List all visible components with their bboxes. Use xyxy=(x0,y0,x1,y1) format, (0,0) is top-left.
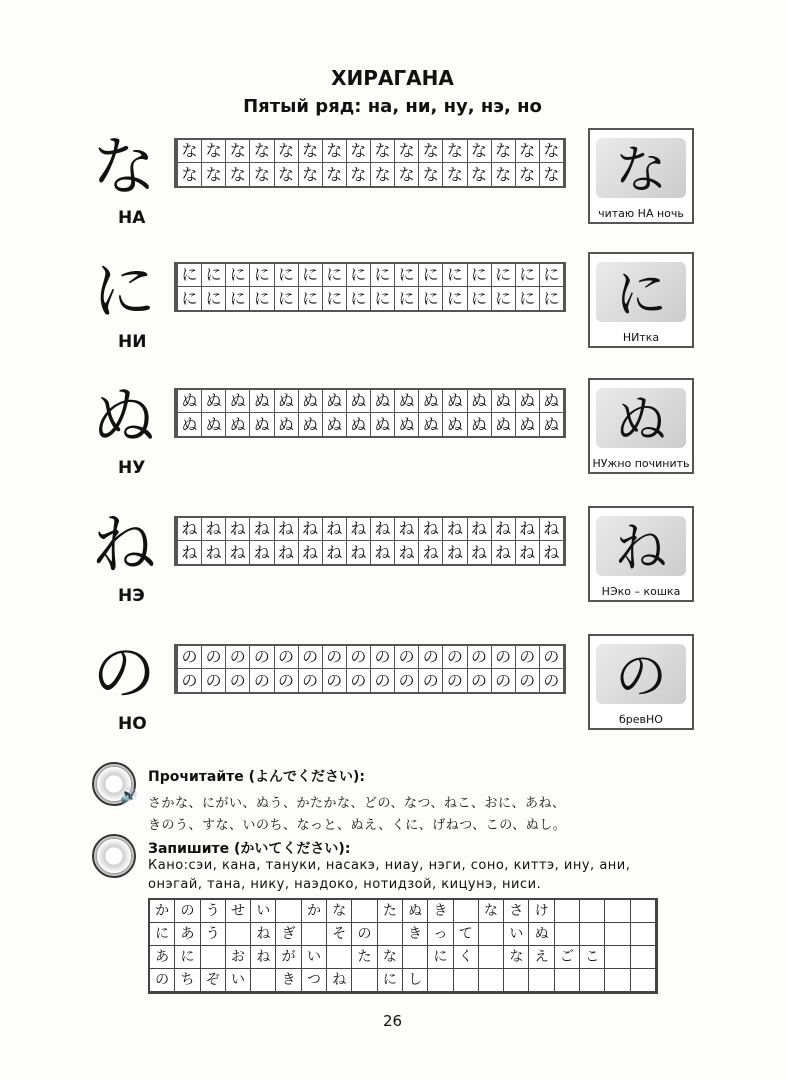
practice-cell: の xyxy=(492,669,516,692)
practice-cell: ぬ xyxy=(443,413,467,436)
answer-cell: な xyxy=(479,900,504,923)
practice-cell: ぬ xyxy=(226,413,250,436)
practice-cell: ね xyxy=(275,541,299,564)
answer-cell: ご xyxy=(555,946,580,969)
practice-cell: に xyxy=(443,287,467,310)
practice-cell: ぬ xyxy=(275,390,299,413)
answer-cell xyxy=(327,946,352,969)
practice-cell: な xyxy=(395,163,419,186)
picture-kana: に xyxy=(614,265,667,325)
practice-cell: な xyxy=(468,163,492,186)
picture-caption: НЭко – кошка xyxy=(601,585,681,598)
answer-cell xyxy=(580,900,605,923)
practice-cell: な xyxy=(516,163,540,186)
answer-cell xyxy=(605,923,630,946)
practice-cell: の xyxy=(299,669,323,692)
practice-cell: ぬ xyxy=(540,413,564,436)
practice-cell: の xyxy=(540,646,564,669)
answer-cell: か xyxy=(150,900,175,923)
practice-cell: ぬ xyxy=(178,413,202,436)
practice-cell: に xyxy=(299,264,323,287)
answer-cell xyxy=(631,900,656,923)
answer-cell: か xyxy=(302,900,327,923)
big-kana: の xyxy=(92,637,156,711)
answer-cell xyxy=(378,923,403,946)
practice-cell: な xyxy=(299,163,323,186)
practice-cell: の xyxy=(226,646,250,669)
answer-cell: の xyxy=(352,923,377,946)
answer-cell: け xyxy=(529,900,554,923)
practice-cell: な xyxy=(226,140,250,163)
practice-cell: な xyxy=(443,163,467,186)
practice-cell: ね xyxy=(395,541,419,564)
practice-cell: な xyxy=(371,163,395,186)
answer-cell xyxy=(580,969,605,992)
read-line-1: さかな、にがい、ぬう、かたかな、どの、なつ、ねこ、おに、あね、 xyxy=(148,796,566,811)
answer-cell: っ xyxy=(428,923,453,946)
answer-cell: ね xyxy=(251,946,276,969)
practice-cell: の xyxy=(443,646,467,669)
answer-cell xyxy=(605,969,630,992)
practice-cell: に xyxy=(275,264,299,287)
practice-cell: の xyxy=(250,669,274,692)
answer-cell xyxy=(251,969,276,992)
answer-cell: あ xyxy=(175,923,200,946)
answer-cell: き xyxy=(276,969,301,992)
practice-cell: ぬ xyxy=(226,390,250,413)
practice-cell: ぬ xyxy=(516,413,540,436)
answer-cell: な xyxy=(327,900,352,923)
answer-cell: え xyxy=(529,946,554,969)
practice-grid xyxy=(174,388,566,438)
answer-cell: く xyxy=(454,946,479,969)
practice-cell: な xyxy=(226,163,250,186)
answer-cell xyxy=(504,969,529,992)
answer-cell: い xyxy=(504,923,529,946)
answer-cell: に xyxy=(428,946,453,969)
picture-caption: бревНО xyxy=(619,713,663,726)
practice-cell: の xyxy=(468,669,492,692)
practice-cell: の xyxy=(419,669,443,692)
practice-cell: な xyxy=(347,140,371,163)
practice-grid xyxy=(174,262,566,312)
answer-cell: さ xyxy=(504,900,529,923)
practice-cell: ぬ xyxy=(516,390,540,413)
answer-cell: そ xyxy=(327,923,352,946)
syllable-label: НА xyxy=(118,208,146,228)
practice-grid xyxy=(174,138,566,188)
practice-cell: な xyxy=(178,140,202,163)
practice-cell: な xyxy=(299,140,323,163)
practice-cell: に xyxy=(516,264,540,287)
practice-cell: に xyxy=(419,287,443,310)
answer-cell: た xyxy=(378,900,403,923)
practice-cell: に xyxy=(202,287,226,310)
practice-cell: に xyxy=(540,264,564,287)
practice-cell: ね xyxy=(323,518,347,541)
practice-cell: な xyxy=(395,140,419,163)
practice-cell: ね xyxy=(443,518,467,541)
practice-cell: ね xyxy=(299,541,323,564)
answer-cell xyxy=(631,923,656,946)
practice-cell: の xyxy=(323,646,347,669)
practice-cell: な xyxy=(275,163,299,186)
practice-cell: の xyxy=(395,669,419,692)
practice-cell: に xyxy=(443,264,467,287)
answer-cell: に xyxy=(150,923,175,946)
read-heading: Прочитайте (よんでください): xyxy=(148,769,366,785)
practice-cell: ぬ xyxy=(443,390,467,413)
practice-cell: な xyxy=(492,163,516,186)
practice-cell: ぬ xyxy=(250,413,274,436)
practice-cell: の xyxy=(516,669,540,692)
answer-cell: た xyxy=(352,946,377,969)
practice-cell: ぬ xyxy=(468,413,492,436)
answer-cell xyxy=(479,969,504,992)
picture-caption: читаю НА ночь xyxy=(598,207,684,220)
read-line-2: きのう、すな、いのち、なっと、ぬえ、くに、げねつ、この、ぬし。 xyxy=(148,818,567,833)
practice-cell: な xyxy=(347,163,371,186)
answer-cell: ち xyxy=(175,969,200,992)
practice-cell: ぬ xyxy=(323,390,347,413)
answer-cell xyxy=(276,900,301,923)
answer-cell xyxy=(580,923,605,946)
answer-cell: ぎ xyxy=(276,923,301,946)
answer-cell xyxy=(479,923,504,946)
practice-cell: の xyxy=(275,646,299,669)
answer-cell: ね xyxy=(327,969,352,992)
practice-cell: ぬ xyxy=(323,413,347,436)
picture-kana: な xyxy=(614,141,667,201)
answer-cell xyxy=(605,946,630,969)
answer-cell: が xyxy=(276,946,301,969)
practice-cell: に xyxy=(468,287,492,310)
practice-cell: の xyxy=(492,646,516,669)
practice-cell: の xyxy=(323,669,347,692)
answer-cell: に xyxy=(175,946,200,969)
practice-cell: ぬ xyxy=(299,413,323,436)
answer-cell xyxy=(479,946,504,969)
answer-cell: ぬ xyxy=(403,900,428,923)
practice-cell: な xyxy=(323,163,347,186)
kana-row xyxy=(90,506,710,626)
practice-cell: に xyxy=(275,287,299,310)
picture-caption: НИтка xyxy=(622,331,660,344)
practice-cell: ね xyxy=(492,518,516,541)
picture-kana: ぬ xyxy=(614,391,667,451)
big-kana: ね xyxy=(92,509,156,583)
practice-cell: の xyxy=(371,669,395,692)
practice-cell: ぬ xyxy=(347,390,371,413)
practice-cell: ぬ xyxy=(492,413,516,436)
practice-cell: に xyxy=(323,264,347,287)
answer-cell xyxy=(555,969,580,992)
practice-cell: の xyxy=(250,646,274,669)
practice-cell: ね xyxy=(468,541,492,564)
answer-cell xyxy=(403,946,428,969)
practice-cell: の xyxy=(178,646,202,669)
write-heading: Запишите (かいてください): xyxy=(148,841,351,857)
practice-cell: ぬ xyxy=(250,390,274,413)
practice-grid xyxy=(174,644,566,694)
answer-cell: な xyxy=(378,946,403,969)
big-kana: に xyxy=(92,255,156,329)
page-title: ХИРАГАНА xyxy=(331,66,454,90)
syllable-label: НИ xyxy=(118,332,147,352)
page-number: 26 xyxy=(382,1012,403,1030)
practice-cell: ね xyxy=(202,541,226,564)
practice-cell: に xyxy=(371,287,395,310)
practice-cell: の xyxy=(443,669,467,692)
speaker-icon: 🔊 xyxy=(120,788,138,804)
practice-cell: の xyxy=(202,646,226,669)
practice-cell: の xyxy=(395,646,419,669)
answer-cell xyxy=(631,946,656,969)
answer-cell: ぞ xyxy=(201,969,226,992)
answer-cell xyxy=(352,900,377,923)
practice-cell: ぬ xyxy=(468,390,492,413)
practice-cell: ぬ xyxy=(395,390,419,413)
practice-cell: な xyxy=(250,140,274,163)
answer-cell: き xyxy=(403,923,428,946)
answer-cell: い xyxy=(251,900,276,923)
practice-cell: ぬ xyxy=(371,390,395,413)
practice-cell: ぬ xyxy=(371,413,395,436)
practice-cell: の xyxy=(419,646,443,669)
practice-cell: に xyxy=(347,287,371,310)
write-line-2: онэгай, тана, нику, наэдоко, нотидзой, кицунэ, ниси. xyxy=(148,877,542,892)
answer-cell xyxy=(631,969,656,992)
answer-cell: の xyxy=(175,900,200,923)
practice-cell: ね xyxy=(226,518,250,541)
practice-cell: ね xyxy=(395,518,419,541)
syllable-label: НЭ xyxy=(118,586,145,606)
practice-cell: ね xyxy=(347,541,371,564)
mnemonic-picture xyxy=(588,634,694,730)
practice-cell: に xyxy=(395,264,419,287)
practice-grid xyxy=(174,516,566,566)
practice-cell: ね xyxy=(250,518,274,541)
answer-cell: ね xyxy=(251,923,276,946)
answer-cell xyxy=(555,900,580,923)
practice-cell: ね xyxy=(419,541,443,564)
practice-cell: ぬ xyxy=(419,390,443,413)
practice-cell: ね xyxy=(516,541,540,564)
practice-cell: な xyxy=(468,140,492,163)
practice-cell: ね xyxy=(516,518,540,541)
answer-cell xyxy=(226,923,251,946)
picture-kana: ね xyxy=(614,519,667,579)
practice-cell: ね xyxy=(443,541,467,564)
practice-cell: ぬ xyxy=(299,390,323,413)
practice-cell: に xyxy=(468,264,492,287)
answer-cell: せ xyxy=(226,900,251,923)
practice-cell: な xyxy=(178,163,202,186)
answer-cell xyxy=(302,923,327,946)
practice-cell: に xyxy=(492,264,516,287)
practice-cell: に xyxy=(178,264,202,287)
big-kana: ぬ xyxy=(92,381,156,455)
practice-cell: に xyxy=(371,264,395,287)
practice-cell: な xyxy=(540,163,564,186)
kana-row xyxy=(90,128,710,248)
practice-cell: な xyxy=(275,140,299,163)
practice-cell: に xyxy=(226,287,250,310)
practice-cell: ぬ xyxy=(202,413,226,436)
kana-row xyxy=(90,252,710,372)
answer-cell: あ xyxy=(150,946,175,969)
practice-cell: の xyxy=(371,646,395,669)
answer-cell: し xyxy=(403,969,428,992)
practice-cell: ぬ xyxy=(275,413,299,436)
practice-cell: ね xyxy=(540,541,564,564)
big-kana: な xyxy=(92,131,156,205)
answer-cell: の xyxy=(150,969,175,992)
practice-cell: に xyxy=(250,264,274,287)
practice-cell: に xyxy=(178,287,202,310)
answer-cell: い xyxy=(226,969,251,992)
practice-cell: ぬ xyxy=(540,390,564,413)
syllable-label: НО xyxy=(118,714,147,734)
answer-grid xyxy=(148,898,658,994)
practice-cell: に xyxy=(419,264,443,287)
answer-cell: き xyxy=(428,900,453,923)
answer-cell xyxy=(454,900,479,923)
answer-cell: な xyxy=(504,946,529,969)
answer-cell: う xyxy=(201,900,226,923)
practice-cell: の xyxy=(226,669,250,692)
practice-cell: ね xyxy=(275,518,299,541)
kana-row xyxy=(90,378,710,498)
practice-cell: ね xyxy=(492,541,516,564)
practice-cell: の xyxy=(347,669,371,692)
write-logo-icon xyxy=(92,834,136,878)
practice-cell: ぬ xyxy=(347,413,371,436)
practice-cell: に xyxy=(226,264,250,287)
practice-cell: ぬ xyxy=(202,390,226,413)
practice-cell: な xyxy=(419,140,443,163)
practice-cell: に xyxy=(395,287,419,310)
practice-cell: ね xyxy=(323,541,347,564)
practice-cell: の xyxy=(275,669,299,692)
practice-cell: な xyxy=(419,163,443,186)
practice-cell: ぬ xyxy=(419,413,443,436)
practice-cell: に xyxy=(250,287,274,310)
practice-cell: な xyxy=(516,140,540,163)
picture-kana: の xyxy=(614,647,667,707)
practice-cell: ね xyxy=(250,541,274,564)
page-subtitle: Пятый ряд: на, ни, ну, нэ, но xyxy=(243,96,542,117)
practice-cell: ね xyxy=(371,541,395,564)
practice-cell: な xyxy=(202,140,226,163)
mnemonic-picture xyxy=(588,128,694,224)
practice-cell: ね xyxy=(178,541,202,564)
practice-cell: の xyxy=(347,646,371,669)
answer-cell: う xyxy=(201,923,226,946)
practice-cell: な xyxy=(443,140,467,163)
practice-cell: な xyxy=(492,140,516,163)
practice-cell: に xyxy=(299,287,323,310)
practice-cell: ね xyxy=(202,518,226,541)
practice-cell: ね xyxy=(540,518,564,541)
practice-cell: ね xyxy=(178,518,202,541)
practice-cell: に xyxy=(492,287,516,310)
practice-cell: ね xyxy=(419,518,443,541)
syllable-label: НУ xyxy=(118,458,146,478)
practice-cell: に xyxy=(347,264,371,287)
practice-cell: の xyxy=(202,669,226,692)
answer-cell: こ xyxy=(580,946,605,969)
practice-cell: の xyxy=(516,646,540,669)
practice-cell: ぬ xyxy=(178,390,202,413)
practice-cell: に xyxy=(323,287,347,310)
practice-cell: な xyxy=(323,140,347,163)
answer-cell xyxy=(605,900,630,923)
practice-cell: の xyxy=(540,669,564,692)
answer-cell: ぬ xyxy=(529,923,554,946)
practice-cell: ぬ xyxy=(492,390,516,413)
practice-cell: な xyxy=(540,140,564,163)
practice-cell: ぬ xyxy=(395,413,419,436)
answer-cell: い xyxy=(302,946,327,969)
practice-cell: ね xyxy=(371,518,395,541)
practice-cell: の xyxy=(178,669,202,692)
answer-cell xyxy=(428,969,453,992)
answer-cell: お xyxy=(226,946,251,969)
picture-caption: НУжно починить xyxy=(592,457,690,470)
practice-cell: な xyxy=(250,163,274,186)
mnemonic-picture xyxy=(588,252,694,348)
practice-cell: ね xyxy=(226,541,250,564)
answer-cell xyxy=(555,923,580,946)
practice-cell: な xyxy=(202,163,226,186)
answer-cell xyxy=(454,969,479,992)
practice-cell: に xyxy=(540,287,564,310)
kana-row xyxy=(90,634,710,754)
practice-cell: ね xyxy=(468,518,492,541)
write-line-1: Кано:сэи, кана, тануки, насакэ, ниау, нэги, соно, киттэ, ину, ани, xyxy=(148,858,631,873)
practice-cell: に xyxy=(516,287,540,310)
practice-cell: ね xyxy=(299,518,323,541)
answer-cell xyxy=(201,946,226,969)
practice-cell: の xyxy=(468,646,492,669)
practice-cell: ね xyxy=(347,518,371,541)
practice-cell: な xyxy=(371,140,395,163)
answer-cell xyxy=(352,969,377,992)
practice-cell: の xyxy=(299,646,323,669)
mnemonic-picture xyxy=(588,378,694,474)
answer-cell xyxy=(529,969,554,992)
answer-cell: つ xyxy=(302,969,327,992)
answer-cell: て xyxy=(454,923,479,946)
practice-cell: に xyxy=(202,264,226,287)
mnemonic-picture xyxy=(588,506,694,602)
answer-cell: に xyxy=(378,969,403,992)
